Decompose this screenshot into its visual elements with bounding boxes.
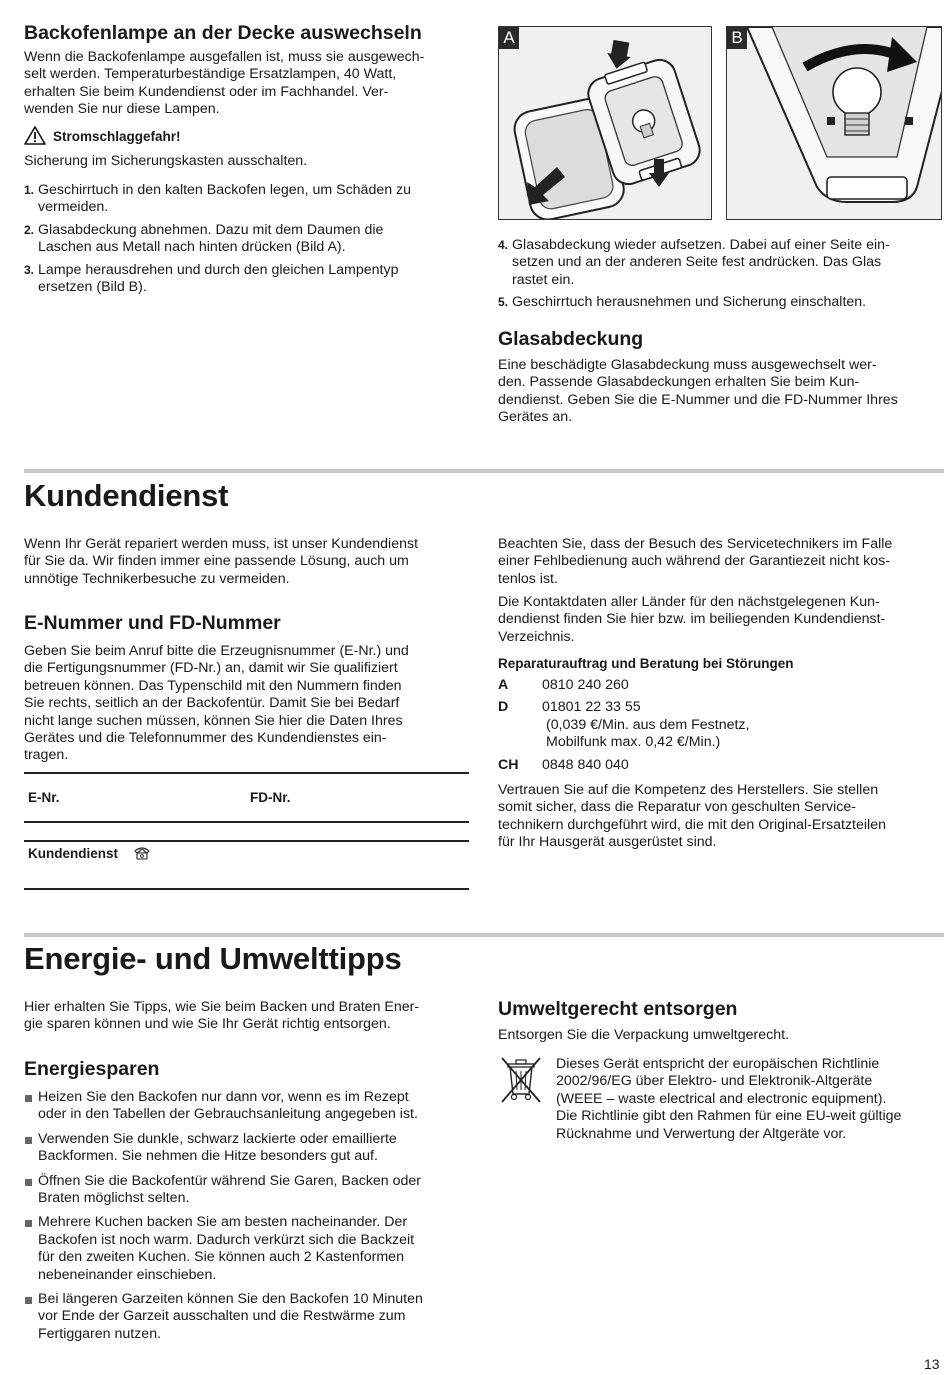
- contact-number: 0810 240 260: [542, 677, 629, 693]
- kd-right-line: dendienst finden Sie hier bzw. im beiliegenden Kundendienst-: [498, 611, 886, 628]
- glas-title: Glasabdeckung: [498, 328, 644, 350]
- bullet-line: vor Ende der Garzeit ausschalten und die Restwärme zum: [38, 1308, 406, 1325]
- step-line: Lampe herausdrehen und durch den gleichen Lampentyp: [38, 261, 399, 278]
- enr-line: Geben Sie beim Anruf bitte die Erzeugnisnummer (E-Nr.) und: [24, 643, 409, 659]
- form-line: [24, 821, 469, 823]
- step-number: 3.: [24, 262, 35, 277]
- step-line: rastet ein.: [512, 271, 575, 288]
- weee-text: [556, 1056, 946, 1143]
- kd-right-line: einer Fehlbedienung auch während der Garantiezeit nicht kos-: [498, 553, 890, 570]
- bullet-line: Fertiggaren nutzen.: [38, 1325, 162, 1342]
- lamp-title: Backofenlampe an der Decke auswechseln: [24, 22, 422, 44]
- contact-note: Mobilfunk max. 0,42 €/Min.): [546, 734, 721, 751]
- weee-line: 2002/96/EG über Elektro- und Elektronik-Altgeräte: [556, 1073, 873, 1090]
- step-line: ersetzen (Bild B).: [38, 279, 147, 296]
- kd-right-p1: [498, 536, 943, 588]
- step-line: Laschen aus Metall nach hinten drücken (Bild A).: [38, 239, 346, 256]
- form-line: [24, 840, 469, 842]
- bullet-line: für den zweiten Kuchen. Sie können auch 2 Kastenformen: [38, 1249, 404, 1266]
- fdnr-field-label: FD-Nr.: [250, 790, 291, 805]
- kd-right-line: Verzeichnis.: [498, 628, 575, 645]
- bullet-line: Braten möglichst selten.: [38, 1190, 190, 1207]
- contact-number: 0848 840 040: [542, 756, 629, 773]
- step-line: Geschirrtuch in den kalten Backofen legen, um Schäden zu: [38, 182, 412, 198]
- energie-intro: [24, 999, 474, 1034]
- enr-line: Sie rechts, seitlich an der Backofentür. Damit Sie bei Bedarf: [24, 695, 400, 712]
- glas-line: den. Passende Glasabdeckungen erhalten Sie beim Kun-: [498, 374, 860, 391]
- steps-list-right: [498, 237, 943, 317]
- umwelt-text: Entsorgen Sie die Verpackung umweltgerecht.: [498, 1027, 790, 1043]
- glass-cover-removal-icon: [499, 27, 712, 220]
- lamp-intro-line: Wenn die Backofenlampe ausgefallen ist, muss sie ausgewech-: [24, 49, 425, 65]
- contact-row: [498, 757, 943, 774]
- kd-right-line: Vertrauen Sie auf die Kompetenz des Herstellers. Sie stellen: [498, 782, 879, 798]
- kd-intro-line: für Sie da. Wir finden immer eine passende Lösung, auch um: [24, 553, 409, 570]
- warning-text: Sicherung im Sicherungskasten ausschalten.: [24, 153, 308, 169]
- kundendienst-field-label: Kundendienst: [28, 846, 118, 861]
- enr-line: Gerätes und die Telefonnummer des Kundendienstes ein-: [24, 730, 387, 747]
- step-item: [24, 222, 474, 257]
- energie-title: Energie- und Umwelttipps: [24, 941, 402, 976]
- country-code: D: [498, 699, 509, 716]
- kd-right-line: Die Kontaktdaten aller Länder für den nächstgelegenen Kun-: [498, 594, 880, 610]
- contact-note: (0,039 €/Min. aus dem Festnetz,: [546, 716, 750, 733]
- warning-label: Stromschlaggefahr!: [53, 129, 181, 144]
- enr-line: die Fertigungsnummer (FD-Nr.) an, damit wir Sie qualifiziert: [24, 660, 398, 677]
- section-rule: [24, 933, 944, 937]
- contact-row: [498, 699, 943, 751]
- figure-a: [498, 26, 712, 220]
- country-code: CH: [498, 756, 519, 773]
- weee-line: Dieses Gerät entspricht der europäischen Richtlinie: [556, 1056, 880, 1072]
- kd-right-line: Beachten Sie, dass der Besuch des Servicetechnikers im Falle: [498, 536, 893, 552]
- step-line: Glasabdeckung abnehmen. Dazu mit dem Daumen die: [38, 221, 384, 238]
- glas-line: dendienst. Geben Sie die E-Nummer und die FD-Nummer Ihres: [498, 391, 898, 408]
- weee-line: Rücknahme und Verwertung der Altgeräte vor.: [556, 1125, 847, 1142]
- step-number: 1.: [24, 183, 35, 197]
- step-line: setzen und an der anderen Seite fest andrücken. Das Glas: [512, 254, 882, 271]
- kd-right-line: technikern durchgeführt wird, die mit den Original-Ersatzteilen: [498, 816, 886, 833]
- page-number: 13: [924, 1356, 940, 1372]
- bullet-line: Bei längeren Garzeiten können Sie den Backofen 10 Minuten: [38, 1291, 423, 1308]
- lamp-intro-line: erhalten Sie beim Kundendienst oder im Fachhandel. Ver-: [24, 83, 389, 100]
- bullet-item: [24, 1291, 474, 1343]
- glas-line: Gerätes an.: [498, 409, 573, 426]
- step-number: 4.: [498, 238, 509, 252]
- kd-right-line: für Ihr Hausgerät ausgerüstet sind.: [498, 834, 717, 851]
- umwelt-title: Umweltgerecht entsorgen: [498, 998, 738, 1020]
- lamp-intro: [24, 49, 474, 119]
- kd-right-line: somit sicher, dass die Reparatur von geschulten Service-: [498, 799, 857, 816]
- enr-line: betreuen können. Das Typenschild mit den Nummern finden: [24, 677, 402, 694]
- step-line: vermeiden.: [38, 199, 109, 216]
- bullet-line: Heizen Sie den Backofen nur dann vor, wenn es im Rezept: [38, 1089, 409, 1105]
- contact-number: 01801 22 33 55: [542, 699, 641, 716]
- steps-list-left: [24, 182, 474, 301]
- enr-text: [24, 643, 474, 765]
- energie-intro-line: Hier erhalten Sie Tipps, wie Sie beim Backen und Braten Ener-: [24, 999, 420, 1015]
- country-code: A: [498, 677, 509, 693]
- enr-title: E-Nummer und FD-Nummer: [24, 612, 281, 634]
- sparen-title: Energiesparen: [24, 1058, 160, 1080]
- bullet-line: Öffnen Sie die Backofentür während Sie Garen, Backen oder: [38, 1172, 422, 1189]
- form-line: [24, 772, 469, 774]
- bullet-square-icon: [25, 1095, 32, 1102]
- form-line: [24, 888, 469, 890]
- enr-line: nicht lange suchen müssen, können Sie hier die Daten Ihres: [24, 712, 403, 729]
- enr-field-label: E-Nr.: [28, 790, 60, 805]
- contact-row: [498, 677, 943, 694]
- repair-title: Reparaturauftrag und Beratung bei Störungen: [498, 656, 794, 671]
- weee-crossed-bin-icon: [498, 1054, 544, 1106]
- bullet-item: [24, 1089, 474, 1124]
- enr-line: tragen.: [24, 747, 69, 764]
- weee-line: Die Richtlinie gibt den Rahmen für eine EU-weit gültige: [556, 1108, 902, 1125]
- glas-text: [498, 357, 943, 427]
- step-number: 5.: [498, 295, 509, 310]
- lamp-unscrew-icon: [727, 27, 942, 220]
- figure-label: B: [727, 27, 747, 49]
- step-item: [24, 262, 474, 297]
- bullet-item: [24, 1131, 474, 1166]
- kd-intro-line: Wenn Ihr Gerät repariert werden muss, ist unser Kundendienst: [24, 536, 419, 552]
- kd-right-p2: [498, 594, 943, 646]
- figure-label: A: [499, 27, 519, 49]
- bullet-square-icon: [25, 1297, 32, 1304]
- bullet-line: Backformen. Sie nehmen die Hitze besonders gut auf.: [38, 1148, 378, 1165]
- bullet-item: [24, 1173, 474, 1208]
- kd-right-p3: [498, 782, 943, 852]
- bullet-line: Verwenden Sie dunkle, schwarz lackierte oder emaillierte: [38, 1130, 397, 1147]
- figure-b: [726, 26, 942, 220]
- phone-icon: [133, 845, 151, 861]
- bullet-line: oder in den Tabellen der Gebrauchsanleitung angegeben ist.: [38, 1106, 418, 1123]
- bullet-square-icon: [25, 1220, 32, 1227]
- step-line: Glasabdeckung wieder aufsetzen. Dabei auf einer Seite ein-: [512, 237, 890, 253]
- sparen-list: [24, 1089, 474, 1350]
- lamp-intro-line: wenden Sie nur diese Lampen.: [24, 101, 220, 118]
- lamp-intro-line: selt werden. Temperaturbeständige Ersatzlampen, 40 Watt,: [24, 66, 397, 83]
- contact-list: [498, 677, 943, 774]
- step-number: 2.: [24, 222, 35, 237]
- bullet-square-icon: [25, 1137, 32, 1144]
- kd-intro-line: unnötige Technikerbesuche zu vermeiden.: [24, 570, 290, 587]
- kd-title: Kundendienst: [24, 478, 229, 513]
- warning-triangle-icon: [24, 126, 46, 145]
- step-item: [498, 237, 943, 289]
- energie-intro-line: gie sparen können und wie Sie Ihr Gerät richtig entsorgen.: [24, 1016, 391, 1033]
- weee-line: (WEEE – waste electrical and electronic equipment).: [556, 1090, 887, 1107]
- kd-right-line: tenlos ist.: [498, 570, 558, 587]
- step-item: [24, 182, 474, 217]
- bullet-line: Mehrere Kuchen backen Sie am besten nacheinander. Der: [38, 1214, 408, 1231]
- bullet-item: [24, 1214, 474, 1284]
- section-rule: [24, 469, 944, 473]
- step-item: [498, 294, 943, 311]
- step-line: Geschirrtuch herausnehmen und Sicherung einschalten.: [512, 294, 867, 311]
- bullet-line: Backofen ist noch warm. Dadurch verkürzt sich die Backzeit: [38, 1231, 415, 1248]
- bullet-line: nebeneinander einschieben.: [38, 1266, 217, 1283]
- bullet-square-icon: [25, 1179, 32, 1186]
- kd-intro: [24, 536, 474, 588]
- glas-line: Eine beschädigte Glasabdeckung muss ausgewechselt wer-: [498, 357, 877, 373]
